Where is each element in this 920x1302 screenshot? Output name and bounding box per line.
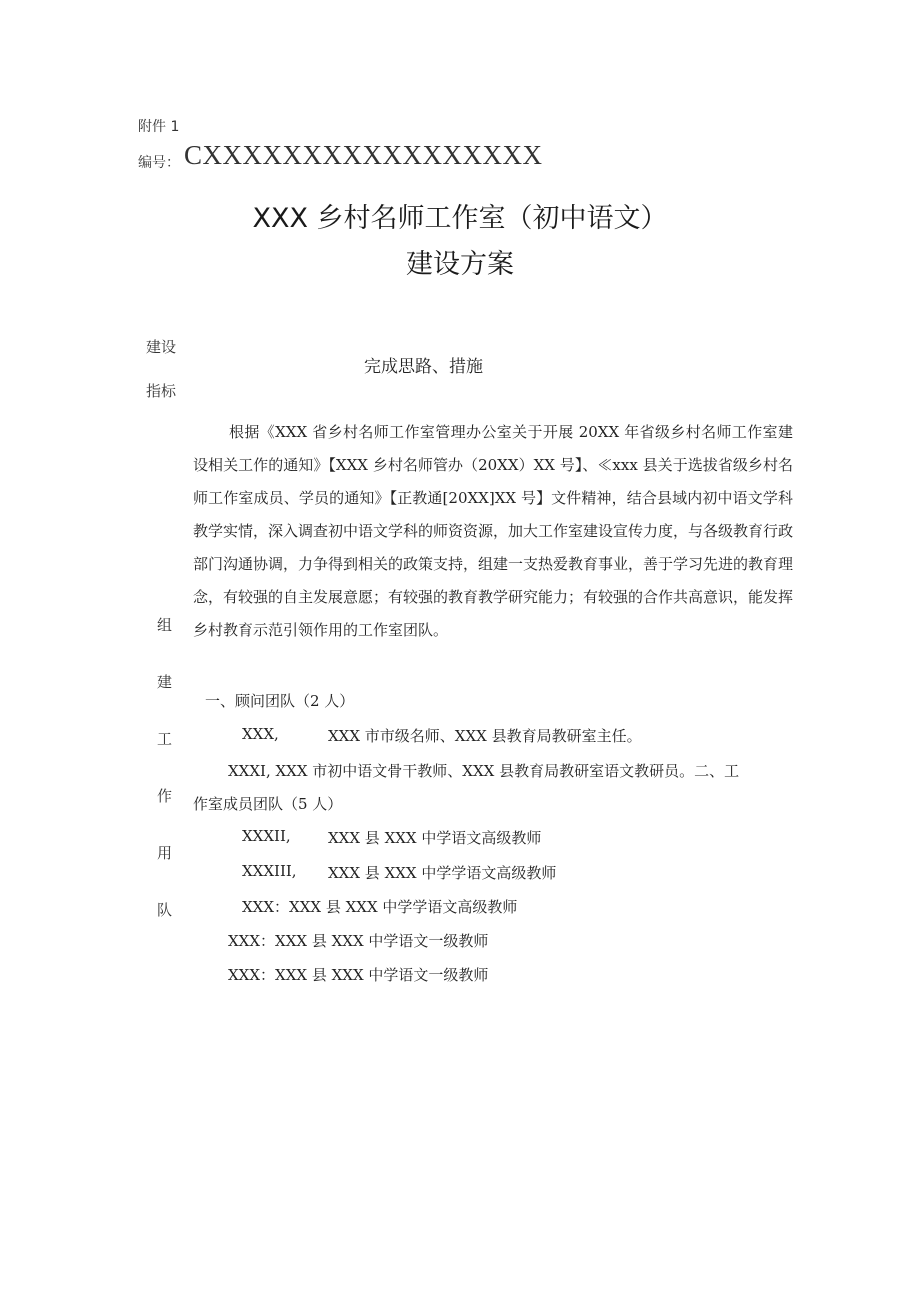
serial-number-value: CXXXXXXXXXXXXXXXXX [184,140,543,170]
member-2-desc: XXX 县 XXX 中学学语文高级教师 [328,864,557,882]
member-5-line: XXX：XXX 县 XXX 中学语文一级教师 [228,966,489,984]
member-1-name: XXXII, [242,827,291,845]
side-team-char-6: 队 [157,901,173,919]
document-subtitle: 建设方案 [406,249,514,280]
advisor-team-heading: 一、顾问团队（2 人） [205,692,355,710]
member-3-line: XXX：XXX 县 XXX 中学学语文高级教师 [242,898,518,916]
side-team-char-3: 工 [157,730,173,748]
side-team-char-5: 用 [157,844,173,862]
advisor-2-line: XXXI, XXX 市初中语文骨干教师、XXX 县教育局教研室语文教研员。二、工 [228,762,740,780]
side-label-indicator-1: 建设 [146,338,177,356]
attachment-label: 附件 1 [138,119,180,135]
member-1-desc: XXX 县 XXX 中学语文高级教师 [328,829,542,847]
section-heading: 完成思路、措施 [364,357,483,377]
document-title: XXX 乡村名师工作室（初中语文） [252,203,668,234]
serial-number-label: 编号： [138,155,180,171]
section-paragraph: 根据《XXX 省乡村名师工作室管理办公室关于开展 20XX 年省级乡村名师工作室建设相关工作的通知》【XXX 乡村名师管办（20XX）XX 号】、≪xxx 县关于选拔省级乡村名师工作室成员、学员的通知》【正教通[20XX]XX 号】文件精神，结合县域内初中语文学科教学实情，深入调查初中语文学科的师资资源，加大工作室建设宣传力度，与各级教育行政部门沟通协调，力争得到相关的政策支持，组建一支热爱教育事业，善于学习先进的教育理念，有较强的自主发展意愿；有较强的教育教学研究能力；有较强的合作共高意识，能发挥乡村教育示范引领作用的工作室团队。 [193,423,794,639]
member-team-heading: 作室成员团队（5 人） [193,795,343,813]
side-label-indicator-2: 指标 [146,382,177,400]
member-2-name: XXXIII, [242,862,297,880]
side-team-char-1: 组 [157,616,173,634]
member-4-line: XXX：XXX 县 XXX 中学语文一级教师 [228,932,489,950]
side-team-char-2: 建 [157,673,173,691]
side-team-char-4: 作 [157,787,173,805]
advisor-1-desc: XXX 市市级名师、XXX 县教育局教研室主任。 [328,727,642,745]
advisor-1-name: XXX, [242,725,279,743]
